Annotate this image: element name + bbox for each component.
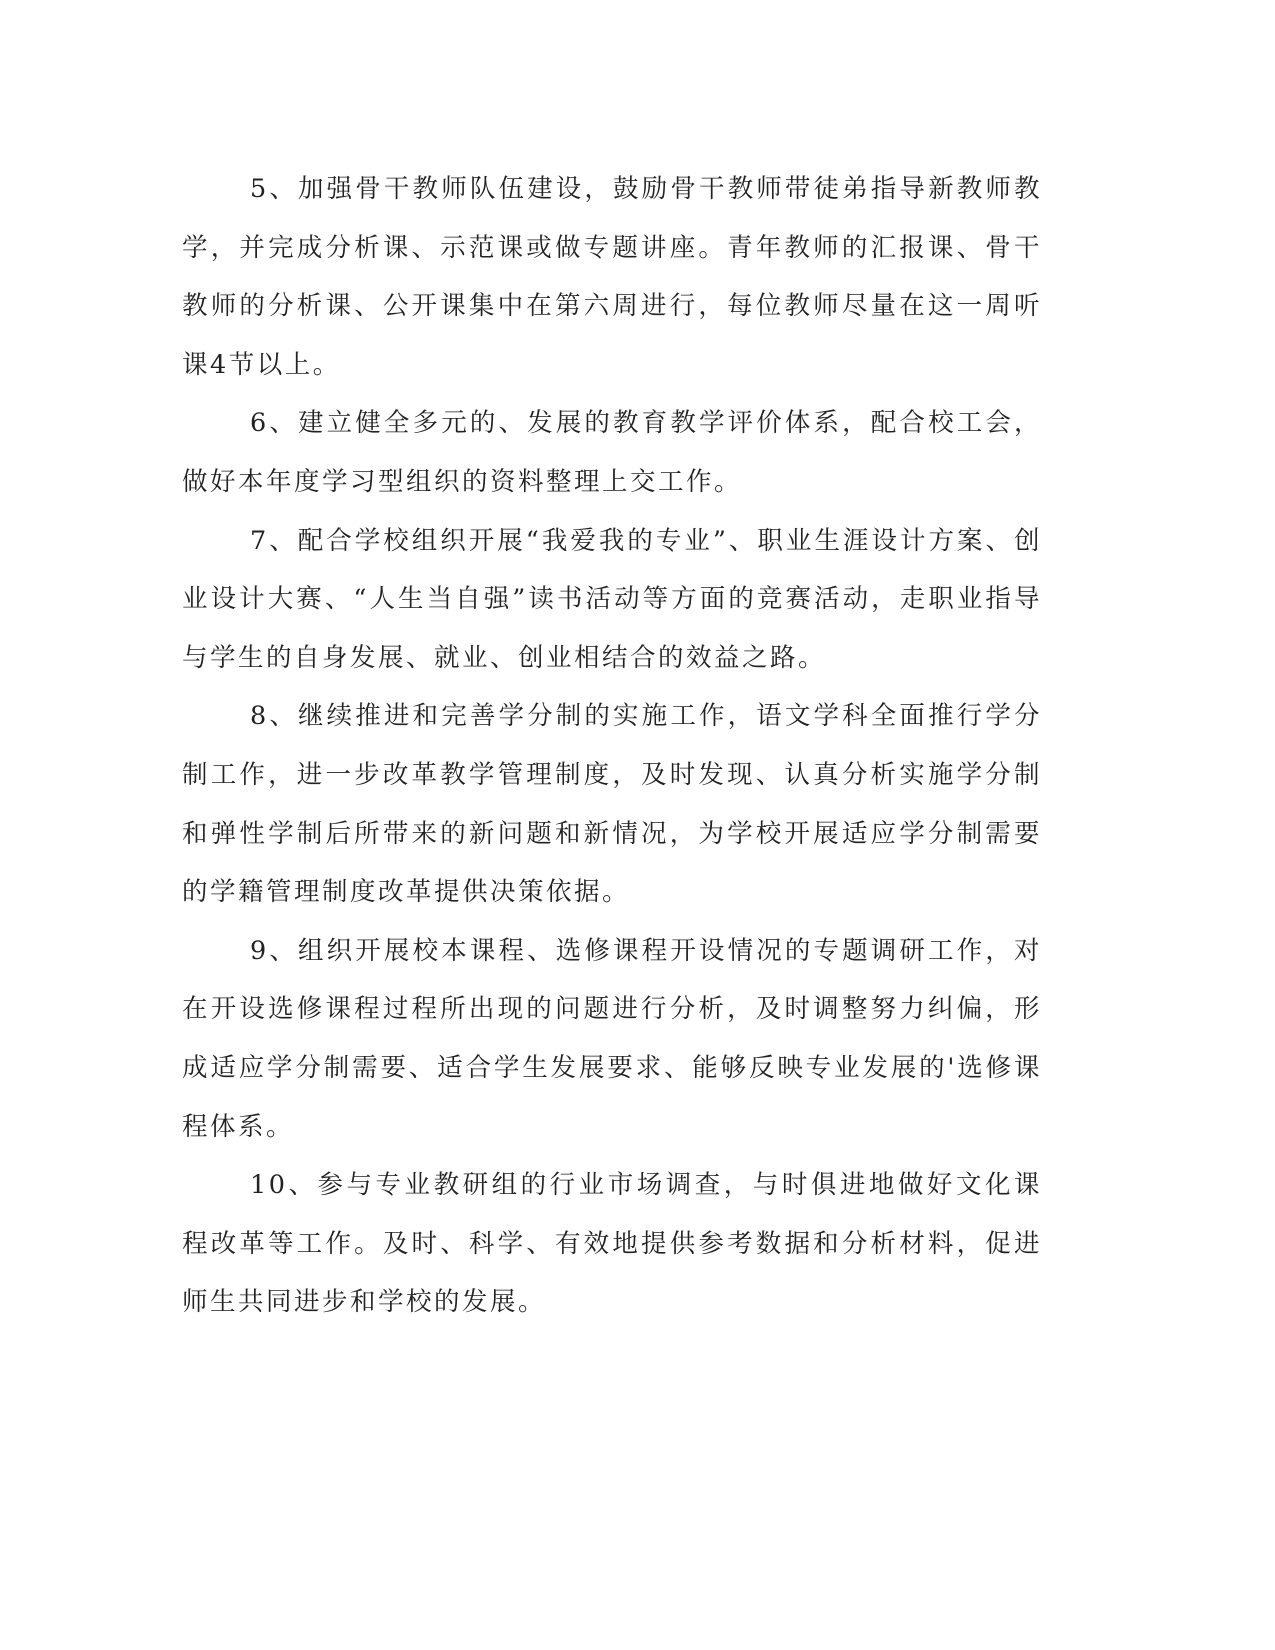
paragraph-item-5: 5、加强骨干教师队伍建设，鼓励骨干教师带徒弟指导新教师教学，并完成分析课、示范课或做专题讲座。青年教师的汇报课、骨干教师的分析课、公开课集中在第六周进行，每位教师尽量在这一周听课4节以上。 [182, 174, 1042, 380]
paragraph-item-7: 7、配合学校组织开展“我爱我的专业”、职业生涯设计方案、创业设计大赛、“人生当自强”读书活动等方面的竞赛活动，走职业指导与学生的自身发展、就业、创业相结合的效益之路。 [182, 525, 1042, 673]
paragraph-item-10: 10、参与专业教研组的行业市场调查，与时俱进地做好文化课程改革等工作。及时、科学、有效地提供参考数据和分析材料，促进师生共同进步和学校的发展。 [182, 1170, 1042, 1318]
paragraph-item-6: 6、建立健全多元的、发展的教育教学评价体系，配合校工会，做好本年度学习型组织的资料整理上交工作。 [182, 408, 1042, 497]
paragraph-item-8: 8、继续推进和完善学分制的实施工作，语文学科全面推行学分制工作，进一步改革教学管理制度，及时发现、认真分析实施学分制和弹性学制后所带来的新问题和新情况，为学校开展适应学分制需要的学籍管理制度改革提供决策依据。 [182, 701, 1042, 908]
document-body [182, 160, 1042, 1332]
paragraph-item-9: 9、组织开展校本课程、选修课程开设情况的专题调研工作，对在开设选修课程过程所出现的问题进行分析，及时调整努力纠偏，形成适应学分制需要、适合学生发展要求、能够反映专业发展的'选修课程体系。 [182, 935, 1042, 1142]
